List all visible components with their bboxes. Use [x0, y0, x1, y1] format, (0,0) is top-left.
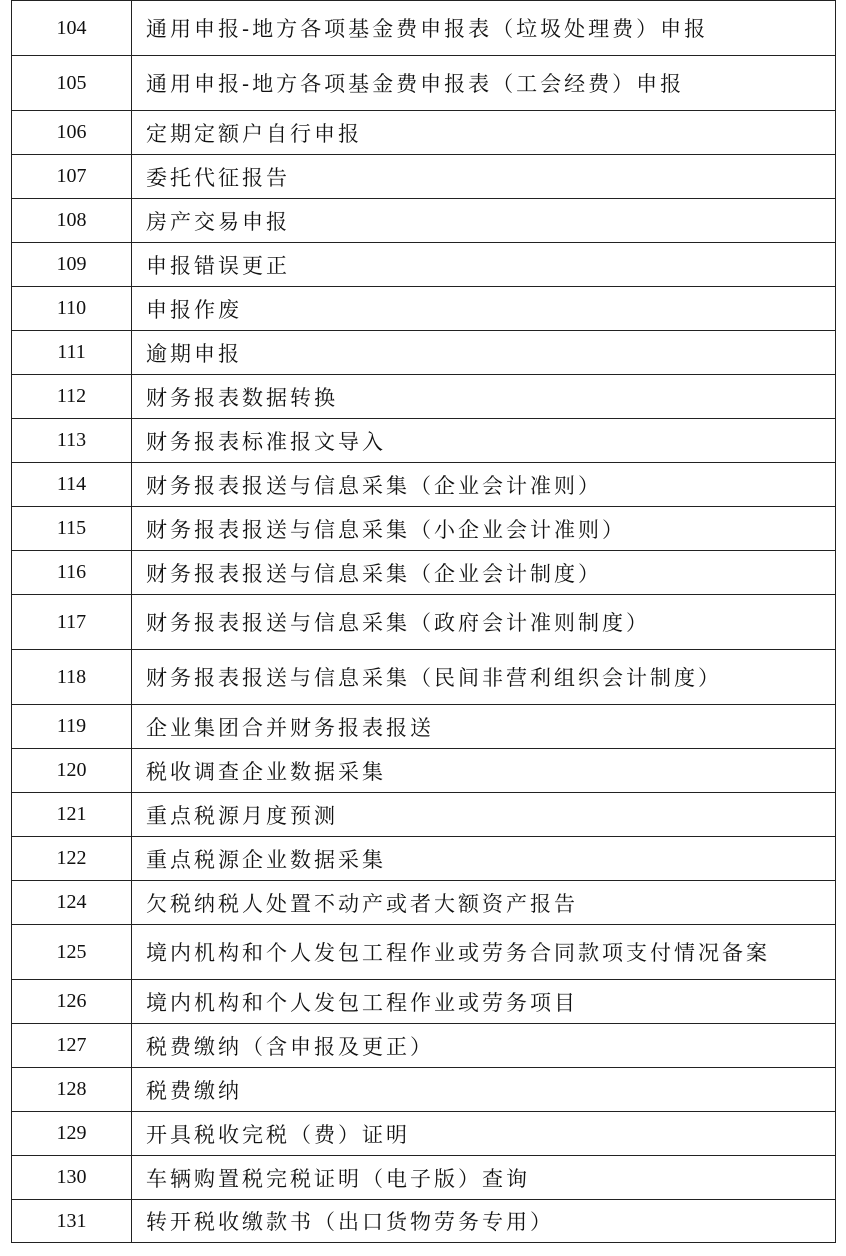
row-number: 111	[12, 331, 132, 375]
table-row	[12, 881, 836, 925]
row-item-name: 重点税源月度预测	[132, 793, 836, 837]
row-number: 107	[12, 155, 132, 199]
row-number: 122	[12, 837, 132, 881]
table-row	[12, 1, 836, 56]
row-item-name: 欠税纳税人处置不动产或者大额资产报告	[132, 881, 836, 925]
row-number: 116	[12, 551, 132, 595]
row-item-name: 委托代征报告	[132, 155, 836, 199]
row-number: 108	[12, 199, 132, 243]
row-item-name: 财务报表报送与信息采集（政府会计准则制度）	[132, 595, 836, 650]
row-item-name: 税收调查企业数据采集	[132, 749, 836, 793]
row-number: 104	[12, 1, 132, 56]
table-row	[12, 837, 836, 881]
row-number: 114	[12, 463, 132, 507]
table-row	[12, 111, 836, 155]
row-item-name: 财务报表报送与信息采集（企业会计准则）	[132, 463, 836, 507]
table-row	[12, 1112, 836, 1156]
table-row	[12, 419, 836, 463]
row-number: 129	[12, 1112, 132, 1156]
row-item-name: 逾期申报	[132, 331, 836, 375]
row-item-name: 重点税源企业数据采集	[132, 837, 836, 881]
table-row	[12, 507, 836, 551]
row-number: 124	[12, 881, 132, 925]
row-number: 126	[12, 980, 132, 1024]
table-row	[12, 980, 836, 1024]
row-item-name: 财务报表数据转换	[132, 375, 836, 419]
table-row	[12, 1200, 836, 1243]
row-number: 125	[12, 925, 132, 980]
row-number: 131	[12, 1200, 132, 1243]
table-row	[12, 595, 836, 650]
table-row	[12, 1156, 836, 1200]
row-number: 112	[12, 375, 132, 419]
row-number: 121	[12, 793, 132, 837]
table-row	[12, 1024, 836, 1068]
row-item-name: 财务报表报送与信息采集（企业会计制度）	[132, 551, 836, 595]
table-row	[12, 650, 836, 705]
table-row	[12, 793, 836, 837]
row-number: 119	[12, 705, 132, 749]
table-row	[12, 199, 836, 243]
row-item-name: 定期定额户自行申报	[132, 111, 836, 155]
row-number: 110	[12, 287, 132, 331]
row-item-name: 申报作废	[132, 287, 836, 331]
table-row	[12, 749, 836, 793]
row-item-name: 财务报表标准报文导入	[132, 419, 836, 463]
table-row	[12, 56, 836, 111]
row-number: 120	[12, 749, 132, 793]
row-item-name: 转开税收缴款书（出口货物劳务专用）	[132, 1200, 836, 1243]
row-number: 115	[12, 507, 132, 551]
table-row	[12, 331, 836, 375]
table-row	[12, 1068, 836, 1112]
table-row	[12, 551, 836, 595]
row-number: 117	[12, 595, 132, 650]
table-row	[12, 243, 836, 287]
row-item-name: 申报错误更正	[132, 243, 836, 287]
row-number: 109	[12, 243, 132, 287]
table-row	[12, 925, 836, 980]
row-number: 130	[12, 1156, 132, 1200]
row-item-name: 境内机构和个人发包工程作业或劳务合同款项支付情况备案	[132, 925, 836, 980]
table-row	[12, 287, 836, 331]
table-row	[12, 463, 836, 507]
row-item-name: 企业集团合并财务报表报送	[132, 705, 836, 749]
row-number: 128	[12, 1068, 132, 1112]
row-item-name: 房产交易申报	[132, 199, 836, 243]
row-item-name: 财务报表报送与信息采集（民间非营利组织会计制度）	[132, 650, 836, 705]
row-item-name: 税费缴纳	[132, 1068, 836, 1112]
table-row	[12, 155, 836, 199]
table-row	[12, 375, 836, 419]
row-number: 127	[12, 1024, 132, 1068]
row-number: 105	[12, 56, 132, 111]
table-row	[12, 705, 836, 749]
row-item-name: 车辆购置税完税证明（电子版）查询	[132, 1156, 836, 1200]
row-number: 113	[12, 419, 132, 463]
row-item-name: 通用申报-地方各项基金费申报表（工会经费）申报	[132, 56, 836, 111]
row-item-name: 财务报表报送与信息采集（小企业会计准则）	[132, 507, 836, 551]
service-list-table	[11, 0, 836, 1243]
row-item-name: 通用申报-地方各项基金费申报表（垃圾处理费）申报	[132, 1, 836, 56]
row-item-name: 开具税收完税（费）证明	[132, 1112, 836, 1156]
row-number: 118	[12, 650, 132, 705]
row-number: 106	[12, 111, 132, 155]
row-item-name: 税费缴纳（含申报及更正）	[132, 1024, 836, 1068]
row-item-name: 境内机构和个人发包工程作业或劳务项目	[132, 980, 836, 1024]
